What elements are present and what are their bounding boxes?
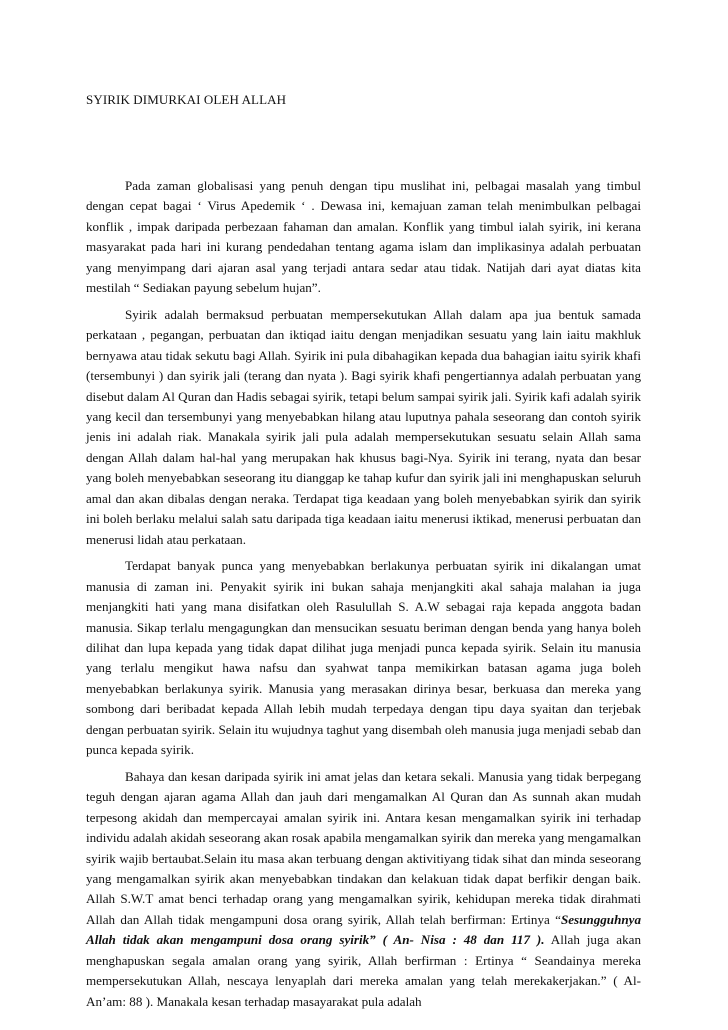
paragraph-2: Syirik adalah bermaksud perbuatan mempersekutukan Allah dalam apa jua bentuk samada perkataan , pegangan, perbuatan dan iktiqad iaitu dengan menjadikan sesuatu yang lain iaitu makhluk bernyawa atau tidak sekutu bagi Allah. Syirik ini pula dibahagikan kepada dua bahagian iaitu syirik khafi (tersembunyi ) dan syirik jali (terang dan nyata ). Bagi syirik khafi pengertiannya adalah perbuatan yang disebut dalam Al Quran dan Hadis sebagai syirik, tetapi belum sampai syirik jali. Syirik kafi adalah syirik yang kecil dan tersembunyi yang menyebabkan hilang atau luputnya pahala seseorang dan contoh syirik jenis ini adalah riak. Manakala syirik jali pula adalah mempersekutukan sesuatu selain Allah sama dengan Allah dalam hal-hal yang merupakan hak khusus bagi-Nya. Syirik ini terang, nyata dan besar yang boleh menyebabkan seseorang itu dianggap ke tahap kufur dan syirik jali ini menghapuskan seluruh amal dan akan dibalas dengan neraka. Terdapat tiga keadaan yang boleh menyebabkan syirik dan syirik ini boleh berlaku melalui salah satu daripada tiga keadaan iaitu menerusi iktikad, menerusi perbuatan dan menerusi lidah atau perkataan. [86, 306, 641, 547]
document-title: SYIRIK DIMURKAI OLEH ALLAH [86, 92, 287, 107]
quran-quote: Sesungguhnya Allah tidak akan mengampuni dosa orang syirik” ( An- Nisa : 48 dan 117 ). [86, 911, 641, 948]
paragraph-4-text: Bahaya dan kesan daripada syirik ini amat jelas dan ketara sekali. Manusia yang tidak berpegang teguh dengan ajaran agama Allah dan jauh dari mengamalkan Al Quran dan As sunnah akan mudah terpesong akidah dan mempercayai amalan syirik ini. Antara kesan mengamalkan syirik ini terhadap individu adalah akidah seseorang akan rosak apabila mengamalkan syirik dan mereka yang mengamalkan syirik wajib bertaubat.Selain itu masa akan terbuang dengan aktivitiyang tidak sihat dan minda seseorang yang mengamalkan syirik akan menyebabkan tindakan dan kelakuan tidak dapat berfikir dengan baik. Allah S.W.T amat benci terhadap orang yang mengamalkan syirik, kehidupan mereka tidak dirahmati Allah dan Allah tidak mengampuni dosa orang syirik, Allah telah berfirman: Ertinya “ [86, 768, 641, 927]
paragraph-3: Terdapat banyak punca yang menyebabkan berlakunya perbuatan syirik ini dikalangan umat manusia di zaman ini. Penyakit syirik ini bukan sahaja menjangkiti akal sahaja malahan ia juga menjangkiti hati yang mana disifatkan oleh Rasulullah S. A.W sebagai raja kepada anggota badan manusia. Sikap terlalu mengagungkan dan mensucikan sesuatu beriman dengan benda yang hanya boleh dilihat dan lupa kepada yang tidak dapat dilihat juga menjadi punca kepada syirik. Selain itu manusia yang terlalu mengikut hawa nafsu dan syahwat tanpa memikirkan batasan agama juga boleh menyebabkan berlakunya syirik. Manusia yang merasakan dirinya besar, berkuasa dan mereka yang sombong dari beribadat kepada Allah lebih mudah terpedaya dengan tipu daya syaitan dan terjebak dengan perbuatan syirik. Selain itu wujudnya taghut yang disembah oleh manusia juga menjadi sebab dan punca kepada syirik. [86, 558, 641, 758]
paragraph-4 [86, 767, 641, 1012]
document-body [86, 176, 641, 1018]
paragraph-4-continued: Allah juga akan menghapuskan segala amalan orang yang syirik, Allah berfirman : Ertinya “ Seandainya mereka mempersekutukan Allah, nescaya lenyaplah dari mereka amalan yang telah merekakerjakan.” ( Al- An’am: 88 ). Manakala kesan terhadap masayarakat pula adalah [86, 932, 641, 1009]
paragraph-1: Pada zaman globalisasi yang penuh dengan tipu muslihat ini, pelbagai masalah yang timbul dengan cepat bagai ‘ Virus Apedemik ‘ . Dewasa ini, kemajuan zaman telah menimbulkan pelbagai konflik , impak daripada perbezaan fahaman dan amalan. Konflik yang timbul ialah syirik, ini kerana masyarakat pada hari ini kurang pendedahan tentang agama islam dan implikasinya adalah perbuatan yang menyimpang dari ajaran asal yang terjadi antara sedar atau tidak. Natijah dari ayat diatas kita mestilah “ Sediakan payung sebelum hujan”. [86, 178, 641, 296]
